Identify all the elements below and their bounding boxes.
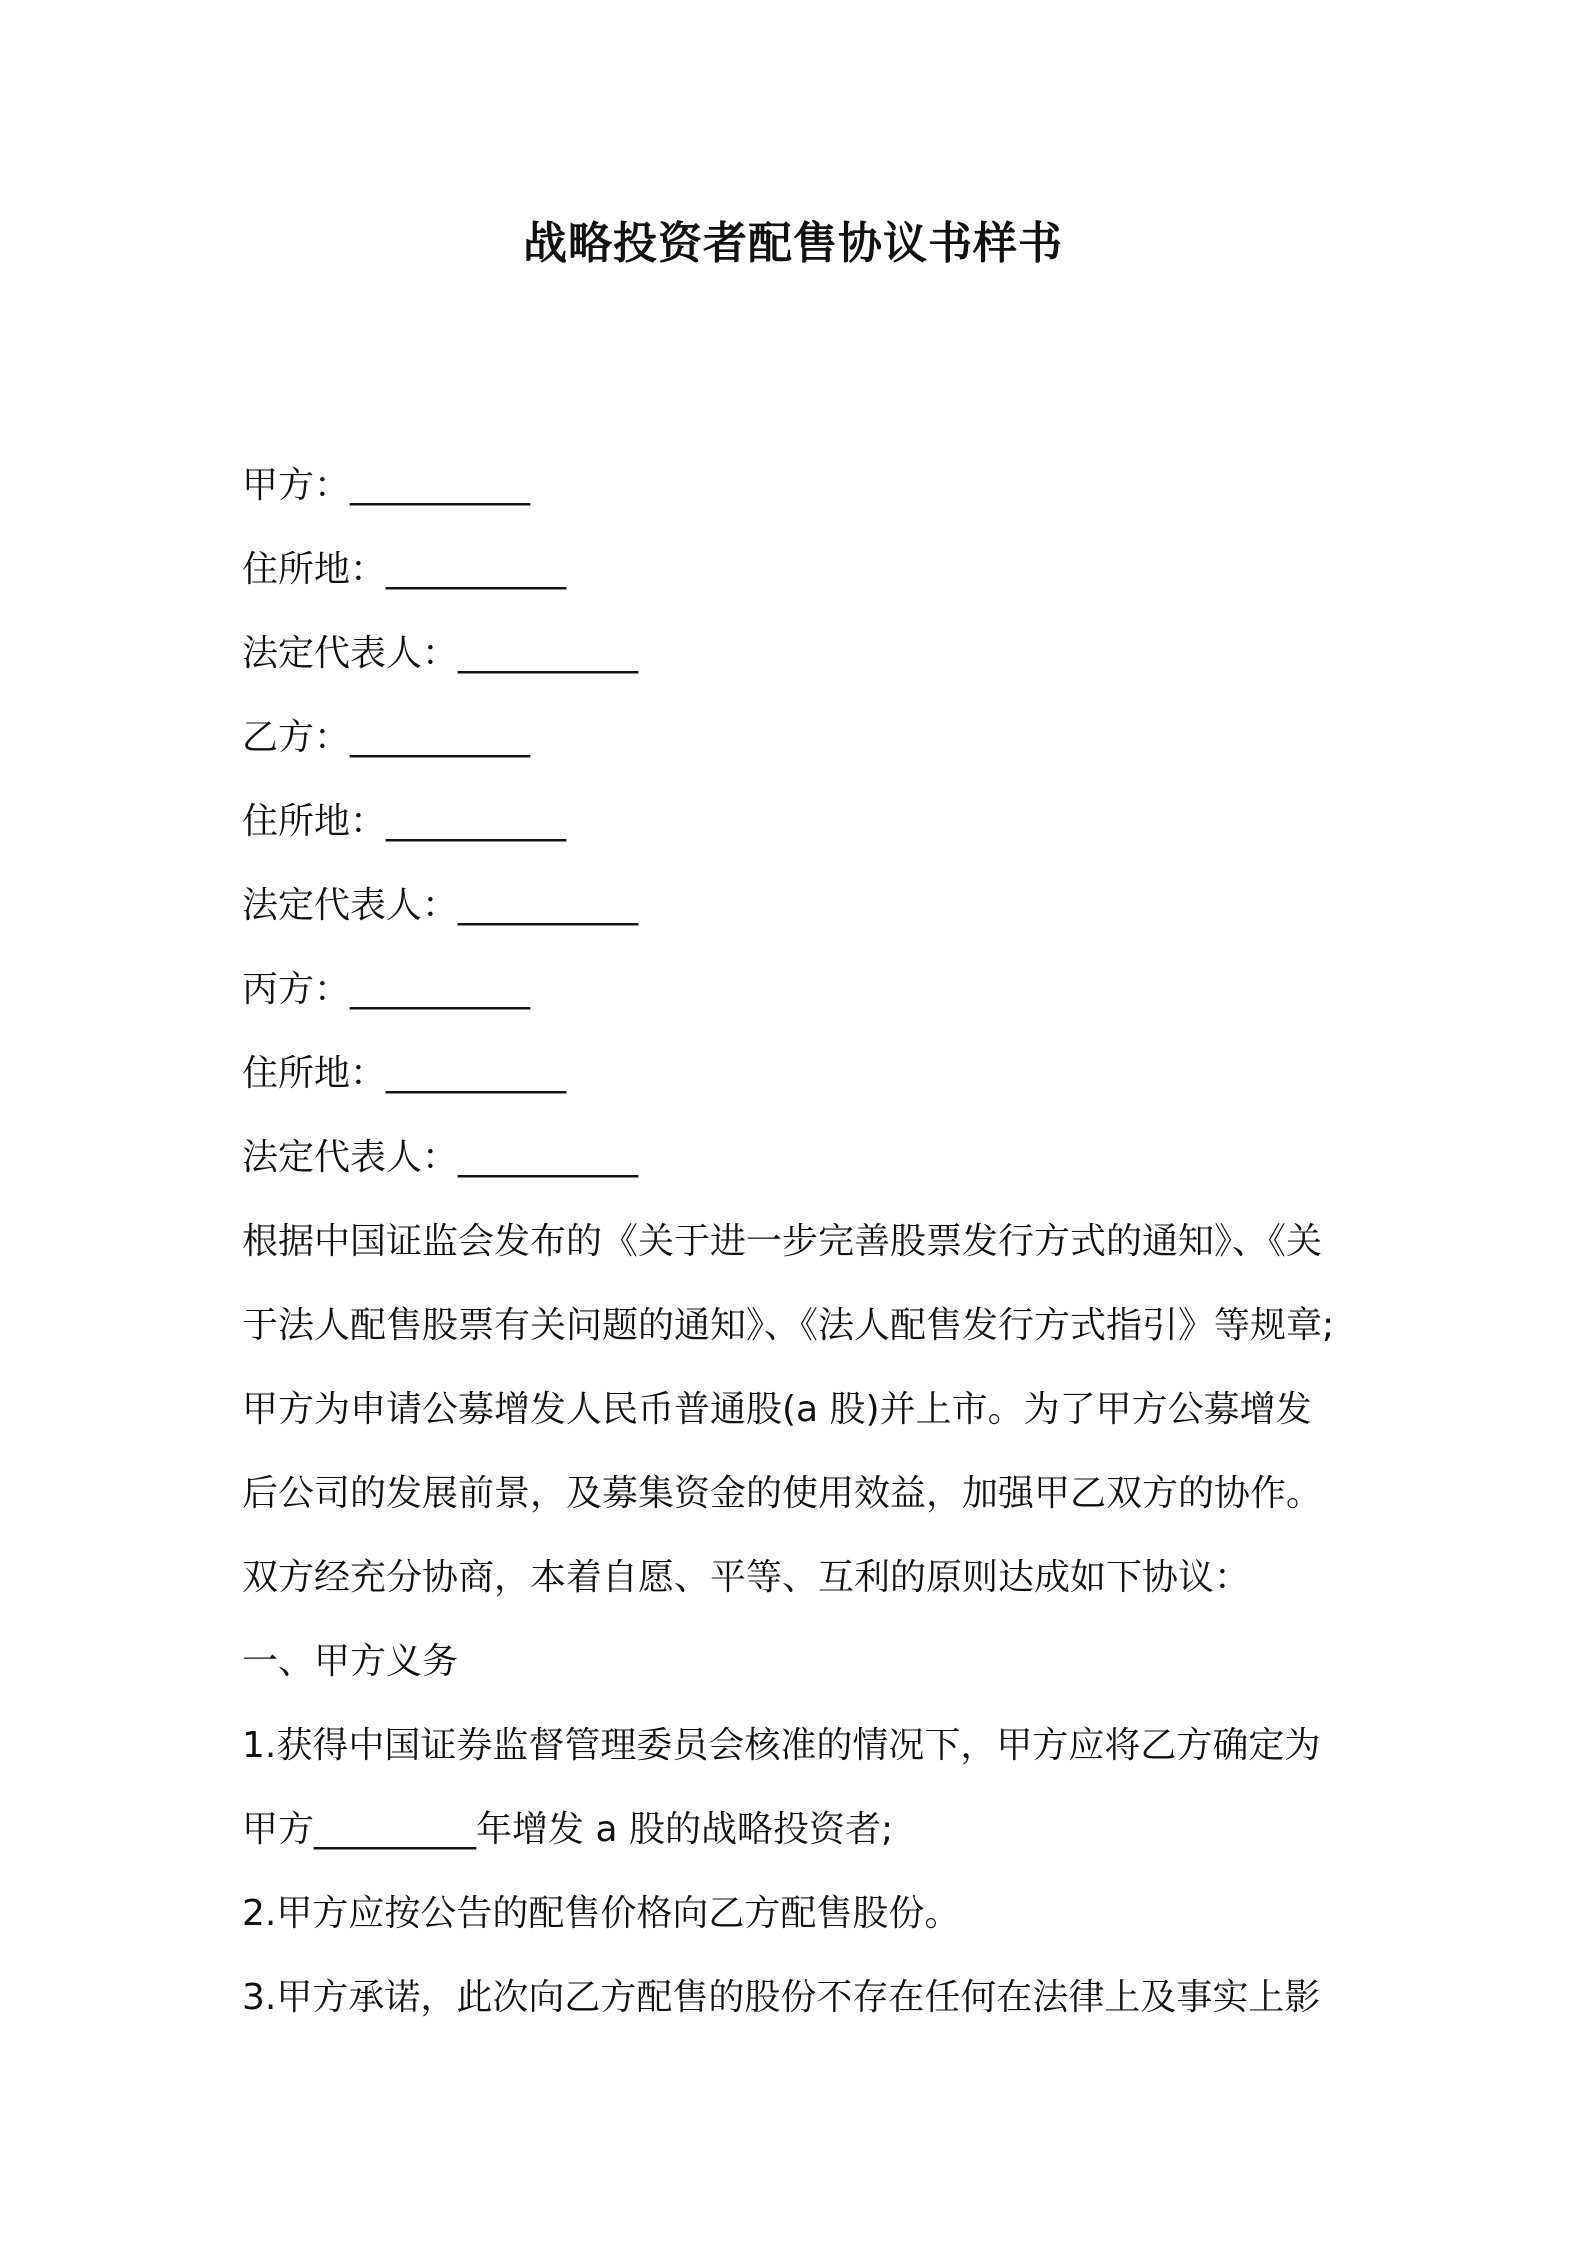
clause-line: 甲方_________年增发 a 股的战略投资者;: [242, 1809, 894, 1850]
party-c-line: 丙方：__________: [242, 969, 531, 1010]
party-a-line: 甲方：__________: [242, 465, 531, 506]
party-b-line: 乙方：__________: [242, 717, 531, 758]
document-title: 战略投资者配售协议书样书: [523, 218, 1063, 269]
section-heading: 一、甲方义务: [242, 1641, 459, 1682]
preamble-line: 于法人配售股票有关问题的通知》、《法人配售发行方式指引》等规章;: [242, 1305, 1335, 1346]
clause-line: 2.甲方应按公告的配售价格向乙方配售股份。: [242, 1893, 961, 1934]
document-body: [242, 444, 1362, 2040]
party-a-address-line: 住所地：__________: [242, 549, 567, 590]
party-b-address-line: 住所地：__________: [242, 801, 567, 842]
party-c-representative-line: 法定代表人：__________: [242, 1137, 639, 1178]
party-b-representative-line: 法定代表人：__________: [242, 885, 639, 926]
preamble-line: 根据中国证监会发布的《关于进一步完善股票发行方式的通知》、《关: [242, 1221, 1323, 1262]
clause-line: 1.获得中国证券监督管理委员会核准的情况下，甲方应将乙方确定为: [242, 1725, 1321, 1766]
preamble-line: 双方经充分协商，本着自愿、平等、互利的原则达成如下协议：: [242, 1557, 1251, 1598]
clause-line: 3.甲方承诺，此次向乙方配售的股份不存在任何在法律上及事实上影: [242, 1977, 1321, 2018]
party-c-address-line: 住所地：__________: [242, 1053, 567, 1094]
party-a-representative-line: 法定代表人：__________: [242, 633, 639, 674]
preamble-line: 后公司的发展前景，及募集资金的使用效益，加强甲乙双方的协作。: [242, 1473, 1323, 1514]
preamble-line: 甲方为申请公募增发人民币普通股(a 股)并上市。为了甲方公募增发: [242, 1389, 1312, 1430]
